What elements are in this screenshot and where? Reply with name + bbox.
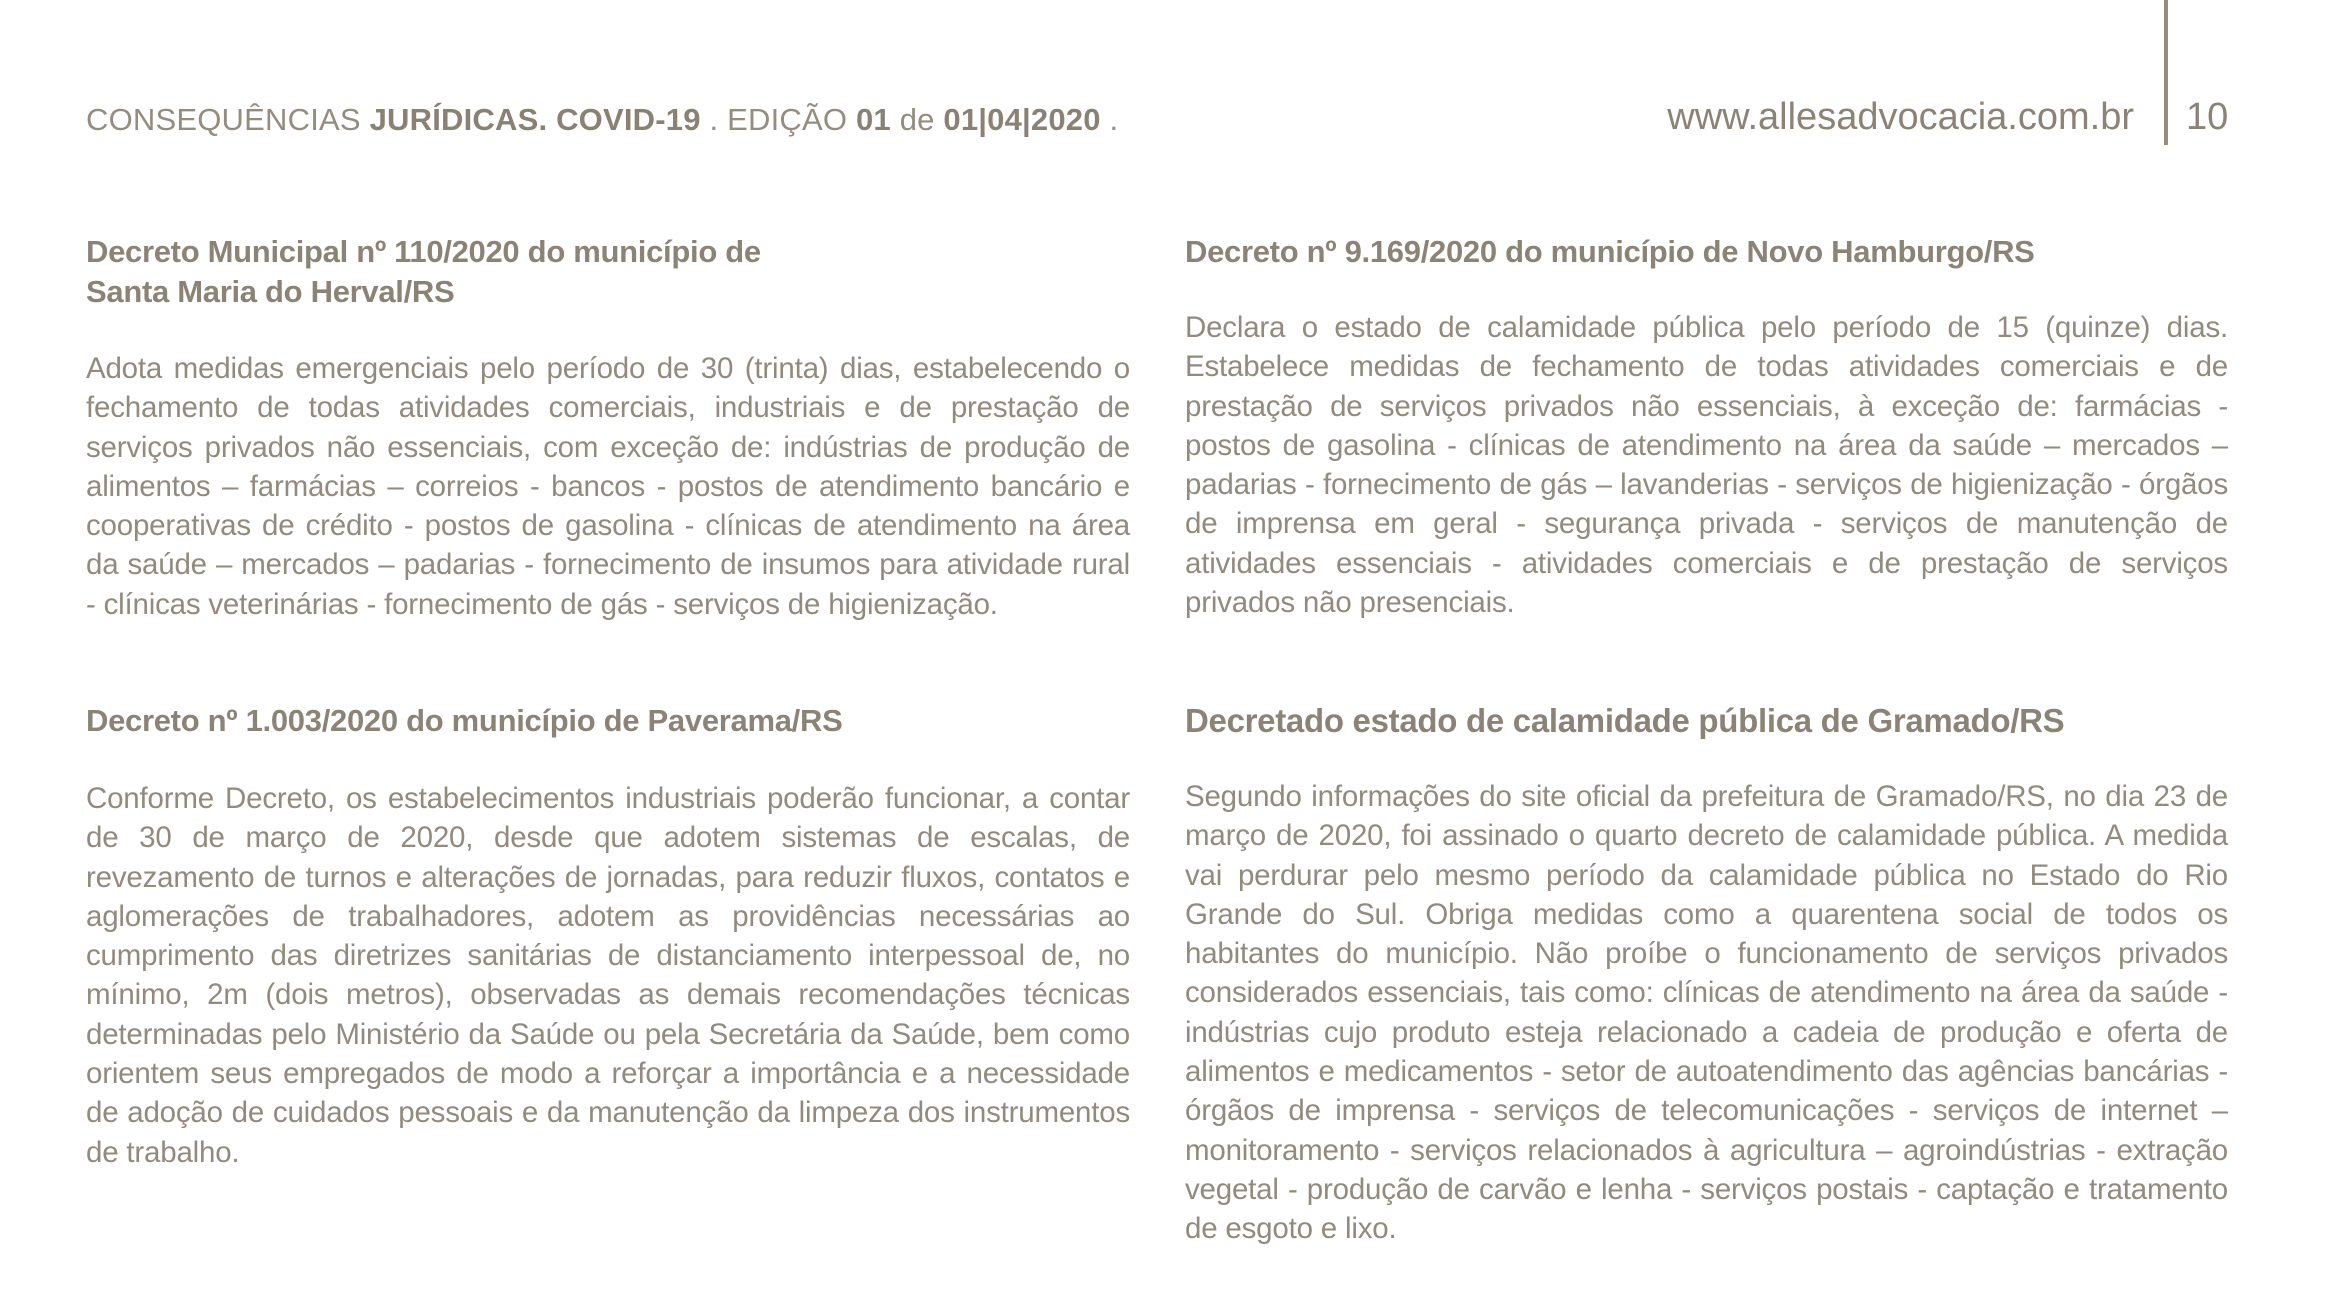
section-heading: Decretado estado de calamidade pública de Gramado/RS xyxy=(1185,702,2065,739)
section-gramado xyxy=(1185,701,2228,1249)
header-title-part: . xyxy=(1100,102,1119,137)
header-title-part: de xyxy=(890,102,944,137)
header-edition-number: 01 xyxy=(855,102,891,137)
section-heading-line: Santa Maria do Herval/RS xyxy=(86,274,455,309)
section-body: Conforme Decreto, os estabelecimentos industriais poderão funcionar, a contar de 30 de março de 2020, desde que adotem sistemas de escalas, de revezamento de turnos e alterações de jornadas, para reduzir fluxos, contatos e aglomerações de trabalhadores, adotem as providências necessárias ao cumprimento das diretrizes sanitárias de distanciamento interpessoal de, no mínimo, 2m (dois metros), observadas as demais recomendações técnicas determinadas pelo Ministério da Saúde ou pela Secretária da Saúde, bem como orientem seus empregados de modo a reforçar a importância e a necessidade de adoção de cuidados pessoais e da manutenção da limpeza dos instrumentos de trabalho. xyxy=(86,782,1130,1169)
header-title-part: . EDIÇÃO xyxy=(700,102,856,137)
header-divider xyxy=(2164,0,2168,145)
website-link[interactable]: www.allesadvocacia.com.br xyxy=(1667,96,2134,138)
page-number: 10 xyxy=(2186,96,2229,138)
header-title xyxy=(86,102,1118,138)
section-body: Segundo informações do site oficial da prefeitura de Gramado/RS, no dia 23 de março de 2020, foi assinado o quarto decreto de calamidade pública. A medida vai perdurar pelo mesmo período da calamidade pública no Estado do Rio Grande do Sul. Obriga medidas como a quarentena social de todos os habitantes do município. Não proíbe o funcionamento de serviços privados considerados essenciais, tais como: clínicas de atendimento na área da saúde - indústrias cujo produto esteja relacionado a cadeia de produção e oferta de alimentos e medicamentos - setor de autoatendimento das agências bancárias - órgãos de imprensa - serviços de telecomunicações - serviços de internet – monitoramento - serviços relacionados à agricultura – agroindústrias - extração vegetal - produção de carvão e lenha - serviços postais - captação e tratamento de esgoto e lixo. xyxy=(1185,780,2228,1246)
section-heading xyxy=(86,232,1130,312)
section-heading: Decreto nº 1.003/2020 do município de Paverama/RS xyxy=(86,703,843,738)
section-body: Declara o estado de calamidade pública pelo período de 15 (quinze) dias. Estabelece medidas de fechamento de todas atividades comerciais e de prestação de serviços privados não essenciais, à exceção de: farmácias - postos de gasolina - clínicas de atendimento na área da saúde – mercados – padarias - fornecimento de gás – lavanderias - serviços de higienização - órgãos de imprensa em geral - segurança privada - serviços de manutenção de atividades essenciais - atividades comerciais e de prestação de serviços privados não presenciais. xyxy=(1185,311,2228,620)
section-paverama xyxy=(86,701,1130,1172)
section-heading-line: Decreto Municipal nº 110/2020 do município de xyxy=(86,234,761,269)
section-heading: Decreto nº 9.169/2020 do município de Novo Hamburgo/RS xyxy=(1185,234,2035,269)
header-title-bold: JURÍDICAS. COVID-19 xyxy=(369,102,701,137)
header-title-part: CONSEQUÊNCIAS xyxy=(86,102,370,137)
section-novo-hamburgo xyxy=(1185,232,2228,622)
header-date: 01|04|2020 xyxy=(943,102,1101,137)
section-santa-maria-do-herval xyxy=(86,232,1130,624)
section-body: Adota medidas emergenciais pelo período de 30 (trinta) dias, estabelecendo o fechamento de todas atividades comerciais, industriais e de prestação de serviços privados não essenciais, com exceção de: indústrias de produção de alimentos – farmácias – correios - bancos - postos de atendimento bancário e cooperativas de crédito - postos de gasolina - clínicas de atendimento na área da saúde – mercados – padarias - fornecimento de insumos para atividade rural - clínicas veterinárias - fornecimento de gás - serviços de higienização. xyxy=(86,352,1130,621)
